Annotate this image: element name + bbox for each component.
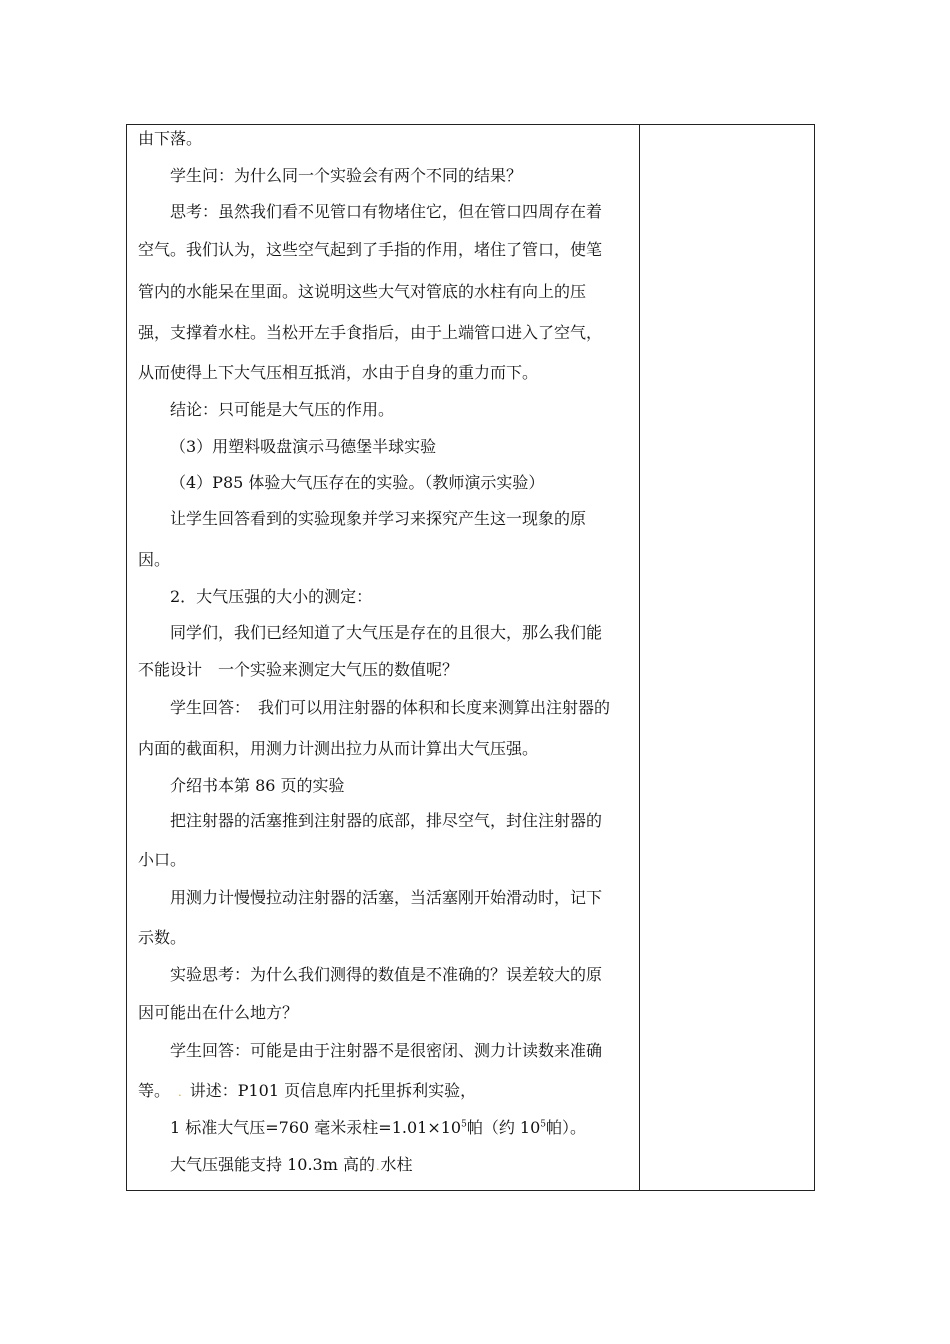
text-line: 小口。 xyxy=(138,850,187,869)
text-line xyxy=(170,1152,413,1178)
text-fragment: 等。 xyxy=(138,1081,171,1100)
text-line: 结论：只可能是大气压的作用。 xyxy=(170,400,395,419)
text-fragment: 讲述：P101 页信息库内托里拆利实验， xyxy=(189,1081,477,1100)
text-line: 从而使得上下大气压相互抵消，水由于自身的重力而下。 xyxy=(138,363,539,382)
text-fragment: 大气压强能支持 10.3m 高的 xyxy=(170,1155,375,1174)
dot-mark: . xyxy=(178,1086,182,1099)
superscript: 5 xyxy=(540,1119,547,1130)
text-fragment: 帕）。 xyxy=(546,1118,587,1137)
text-line: 学生问：为什么同一个实验会有两个不同的结果？ xyxy=(170,166,523,185)
text-line: 用测力计慢慢拉动注射器的活塞，当活塞刚开始滑动时，记下 xyxy=(170,888,603,907)
dot-mark: . xyxy=(375,1160,380,1173)
text-line: （3）用塑料吸盘演示马德堡半球实验 xyxy=(170,437,437,456)
text-line: （4）P85 体验大气压存在的实验。（教师演示实验） xyxy=(170,473,545,492)
text-line: 空气。我们认为，这些空气起到了手指的作用，堵住了管口，使笔 xyxy=(138,240,603,259)
text-line: 介绍书本第 86 页的实验 xyxy=(170,776,345,795)
text-line: 因可能出在什么地方？ xyxy=(138,1003,299,1022)
text-line: 强，支撑着水柱。当松开左手食指后，由于上端管口进入了空气， xyxy=(138,323,603,342)
text-line: 不能设计 一个实验来测定大气压的数值呢？ xyxy=(138,660,459,679)
text-line: 内面的截面积，用测力计测出拉力从而计算出大气压强。 xyxy=(138,739,539,758)
text-line: 实验思考：为什么我们测得的数值是不准确的？误差较大的原 xyxy=(170,965,603,984)
text-line: 示数。 xyxy=(138,928,187,947)
text-line: 管内的水能呆在里面。这说明这些大气对管底的水柱有向上的压 xyxy=(138,282,587,301)
text-line: 学生回答： 我们可以用注射器的体积和长度来测算出注射器的 xyxy=(170,698,611,717)
text-line: 把注射器的活塞推到注射器的底部，排尽空气，封住注射器的 xyxy=(170,811,603,830)
text-line: 因。 xyxy=(138,550,171,569)
superscript: 5 xyxy=(461,1119,467,1130)
text-fragment: 1 标准大气压=760 毫米汞柱=1.01×10 xyxy=(170,1118,462,1137)
text-line: 2．大气压强的大小的测定： xyxy=(170,587,373,606)
text-line: 让学生回答看到的实验现象并学习来探究产生这一现象的原 xyxy=(170,509,587,528)
text-fragment: 帕（约 10 xyxy=(466,1118,541,1137)
text-fragment: 水柱 xyxy=(380,1155,413,1174)
text-line xyxy=(170,1115,586,1141)
text-line: 学生回答：可能是由于注射器不是很密闭、测力计读数来准确 xyxy=(170,1041,603,1060)
column-divider xyxy=(639,124,640,1191)
text-line: 由下落。 xyxy=(138,129,203,148)
text-line: 同学们，我们已经知道了大气压是存在的且很大，那么我们能 xyxy=(170,623,603,642)
text-line xyxy=(138,1078,476,1104)
text-line: 思考：虽然我们看不见管口有物堵住它，但在管口四周存在着 xyxy=(170,202,603,221)
